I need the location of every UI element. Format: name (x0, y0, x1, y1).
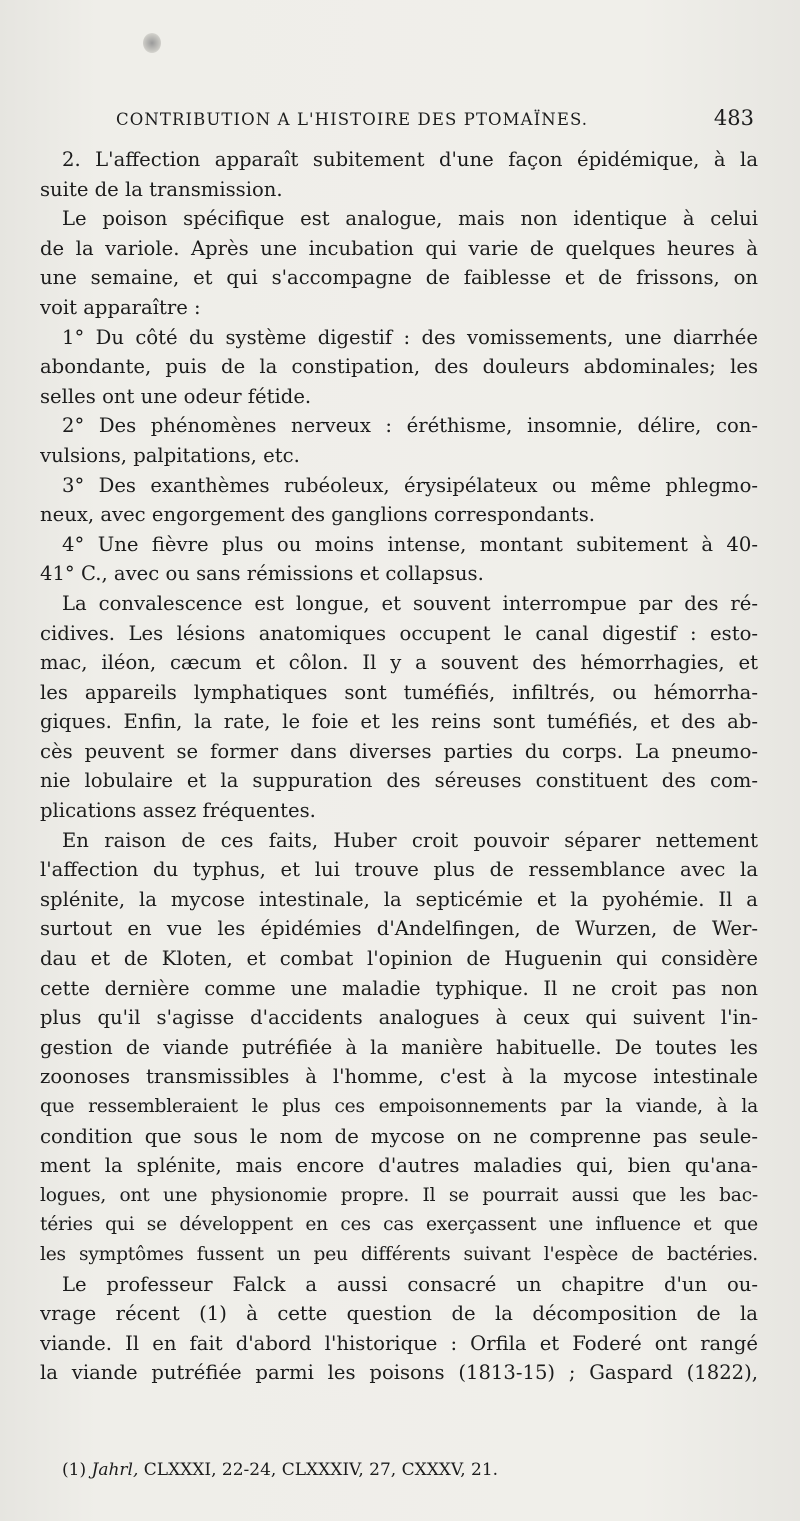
text-line: la viande putréfiée parmi les poisons (1813-15) ; Gaspard (1822), (40, 1361, 758, 1385)
text-line: plus qu'il s'agisse d'accidents analogues à ceux qui suivent l'in- (40, 1006, 758, 1030)
text-line: surtout en vue les épidémies d'Andelfingen, de Wurzen, de Wer- (40, 917, 758, 941)
text-line: les appareils lymphatiques sont tuméfiés, infiltrés, ou hémorrha- (40, 680, 758, 704)
text-line: En raison de ces faits, Huber croit pouvoir séparer nettement (62, 828, 758, 852)
text-line: splénite, la mycose intestinale, la septicémie et la pyohémie. Il a (40, 887, 758, 911)
footnote-citation: CLXXXI, 22-24, CLXXXIV, 27, CXXXV, 21. (143, 1460, 499, 1480)
text-line: suite de la transmission. (40, 177, 283, 201)
text-line: vulsions, palpitations, etc. (40, 443, 300, 467)
text-line: dau et de Kloten, et combat l'opinion de Huguenin qui considère (40, 947, 758, 971)
text-line: nie lobulaire et la suppuration des séreuses constituent des com- (40, 769, 758, 793)
text-line: les symptômes fussent un peu différents suivant l'espèce de bactéries. (40, 1243, 758, 1265)
running-header (62, 106, 754, 136)
text-line: 3° Des exanthèmes rubéoleux, érysipélateux ou même phlegmo- (62, 473, 758, 497)
text-line: que ressembleraient le plus ces empoisonnements par la viande, à la (40, 1096, 758, 1117)
text-line: giques. Enfin, la rate, le foie et les reins sont tuméfiés, et des ab- (40, 710, 758, 734)
ink-smudge (143, 33, 161, 53)
text-line: téries qui se développent en ces cas exerçassent une influence et que (40, 1214, 758, 1236)
text-line: l'affection du typhus, et lui trouve plus de ressemblance avec la (40, 858, 758, 882)
text-line: Le professeur Falck a aussi consacré un chapitre d'un ou- (62, 1272, 758, 1296)
text-line: cès peuvent se former dans diverses parties du corps. La pneumo- (40, 739, 758, 763)
text-line: 1° Du côté du système digestif : des vomissements, une diarrhée (62, 325, 758, 349)
text-line: de la variole. Après une incubation qui varie de quelques heures à (40, 236, 758, 260)
text-line: Le poison spécifique est analogue, mais non identique à celui (62, 207, 758, 231)
footnote (62, 1458, 762, 1482)
text-line: gestion de viande putréfiée à la manière habituelle. De toutes les (40, 1035, 758, 1059)
text-line: abondante, puis de la constipation, des douleurs abdominales; les (40, 355, 758, 379)
footnote-marker: (1) (62, 1460, 87, 1480)
text-line: logues, ont une physionomie propre. Il se pourrait aussi que les bac- (40, 1184, 758, 1206)
text-line: plications assez fréquentes. (40, 799, 316, 823)
text-line: 2° Des phénomènes nerveux : éréthisme, insomnie, délire, con- (62, 414, 758, 438)
footnote-journal: Jahrl, (91, 1460, 139, 1480)
text-line: cette dernière comme une maladie typhique. Il ne croit pas non (40, 976, 758, 1000)
text-line: 41° C., avec ou sans rémissions et collapsus. (40, 562, 484, 586)
text-line: 2. L'affection apparaît subitement d'une façon épidémique, à la (62, 148, 758, 171)
text-line: ment la splénite, mais encore d'autres maladies qui, bien qu'ana- (40, 1154, 758, 1178)
text-line: 4° Une fièvre plus ou moins intense, montant subitement à 40- (62, 532, 758, 556)
text-line: cidives. Les lésions anatomiques occupent le canal digestif : esto- (40, 621, 758, 645)
text-line: condition que sous le nom de mycose on ne comprenne pas seule- (40, 1124, 758, 1148)
text-line: vrage récent (1) à cette question de la décomposition de la (40, 1302, 758, 1326)
page-number: 483 (713, 106, 754, 130)
text-line: une semaine, et qui s'accompagne de faiblesse et de frissons, on (40, 266, 758, 290)
running-title: CONTRIBUTION A L'HISTOIRE DES PTOMAÏNES. (116, 110, 589, 129)
text-line: zoonoses transmissibles à l'homme, c'est à la mycose intestinale (40, 1065, 758, 1089)
text-line: mac, iléon, cæcum et côlon. Il y a souvent des hémorrhagies, et (40, 651, 758, 675)
text-line: viande. Il en fait d'abord l'historique : Orfila et Foderé ont rangé (40, 1331, 758, 1355)
text-line: neux, avec engorgement des ganglions correspondants. (40, 503, 595, 527)
body-text (40, 145, 758, 1388)
text-line: selles ont une odeur fétide. (40, 384, 312, 408)
text-line: La convalescence est longue, et souvent interrompue par des ré- (62, 591, 758, 615)
text-line: voit apparaître : (40, 295, 201, 319)
